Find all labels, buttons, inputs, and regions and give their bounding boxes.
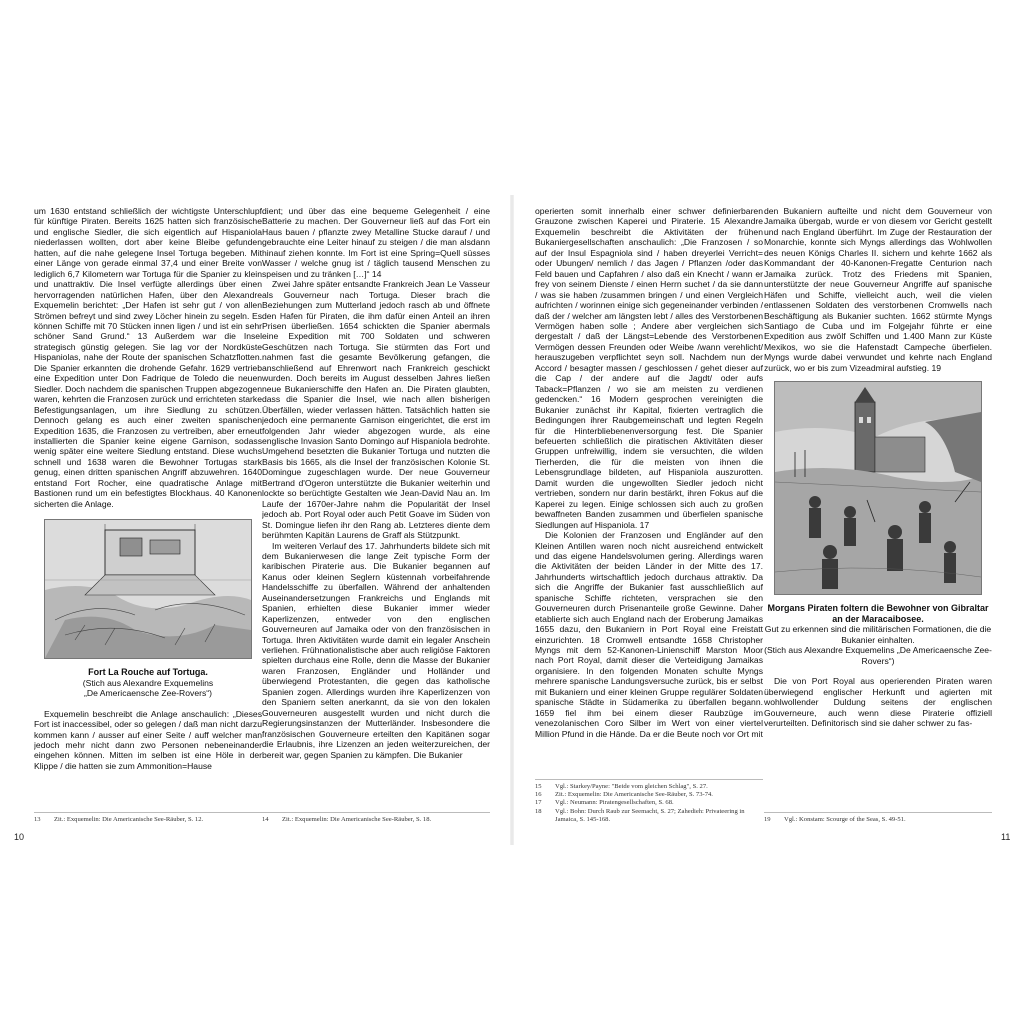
body-text: Im weiteren Verlauf des 17. Jahrhunderts bildete sich mit dem Bukanierwesen die lange Zeit typische Form der karibischen Piraterie aus. Die Bukanier begannen auf Kanus oder kleinen Seglern küstennah vorbeifahrende Handelsschiffe zu überfallen. Während der anhaltenden Auseinandersetzungen Frankreichs und Englands mit Spanien, erhielten diese Bukanier immer wieder Kaperlizenzen, entweder von den englischen Gouverneuren auf Jamaika oder von den französischen in Tortuga. Ihren Aktivitäten wurde damit ein legaler Anschein verliehen. Frühnationalistische aber auch religiöse Faktoren spielten durchaus eine Rolle, denn die Masse der Bukanier waren Franzosen, Engländer und Holländer und überwiegend Protestanten, die gegen das katholische Spanien zogen. Allerdings wurden ihre Kaperlizenzen von den Spaniern selten anerkannt, da sie von den lokalen Gouverneuren ausgestellt wurden und nicht durch die Regierungsinstanzen der Mutterländer. Insbesondere die französischen Gouverneure erteilten den Kapitänen sogar die Erlaubnis, ihre Lizenzen an jeden weiterzureichen, der bereit war, gegen Spanien zu kämpfen. Die Bukanier [262, 540, 490, 760]
footnote-text: Vgl.: Bohn: Durch Raub zur Seemacht, S. 27; Zahedieh: Privateering in Jamaica, S. 145-168. [555, 807, 745, 823]
footnote-number: 15 [535, 783, 542, 790]
footnote [262, 816, 490, 824]
footnotes-col4 [764, 812, 992, 824]
right-page-column-2 [764, 206, 992, 802]
caption-line: Gut zu erkennen sind die militärischen Formationen, die die Bukanier einhalten. [764, 624, 992, 645]
body-text: den Bukaniern aufteilte und nicht dem Gouverneur von Jamaika übergab, wurde er von diesem vor Gericht gestellt und nach England überführt. Im Zuge der Restauration der Monarchie, konnte sich Myngs allerdings das Wohlwollen des neuen Königs Charles II. sichern und kehrte 1662 als Kommandant der 40-Kanonen-Fregatte Centurion nach Jamaika zurück. Trotz des Friedens mit Spanien, unterstützte der neue Gouverneur Angriffe auf spanische Häfen und Schiffe, vielleicht auch, weil die vielen entlassenen Soldaten des verstorbenen Cromwells nach Beschäftigung als Bukanier suchten. 1662 stürmte Myngs Santiago de Cuba und im Folgejahr führte er eine Expedition aus zwölf Schiffen und 1.400 Mann zur Küste Mexikos, wo sie die Hafenstadt Campeche überfielen. Myngs wurde dabei verwundet und kehrte nach England zurück, wo er bis zum Vizeadmiral aufstieg. 19 [764, 206, 992, 373]
right-page-column-1 [535, 206, 763, 796]
footnote-text: Zit.: Exquemelin: Die Americanische See-Räuber, S. 12. [54, 816, 204, 823]
body-text: operierten somit innerhalb einer schwer definierbaren Grauzone zwischen Kaperei und Piraterie. 15 Alexandre Exquemelin beschreibt die Aktivitäten der frühen Bukaniergesellschaften anschaulich: „Die Franzosen / so auf der Insul Espagniola sind / haben dreyerlei Verricht= oder Ubungen/ nemlich / das Jagen / Pflanzen /oder das Feld bauen und Capfahren / also daß ein Knecht / wann er frey von seinem Dienste / einen Herrn suchet / da sie dann / was sie haben /zusammen bringen / und einen Vergleich aufrichten / worinnen einige sich gegeneinander verbinden / daß der / welcher am längsten lebt / alles des Verstorbenen Vermögen haben solle ; Andere aber vergleichen sich dergestalt / daß der Längst=Lebende des Verstorbenen Vermögen dessen Freunden oder Weibe /wann verehlicht/ herauszugeben verpflichtet seyn soll. Nachdem nun der Accord / besagter massen / geschlossen / gehet dieser auf die Cap / der andere auf die Jagdt/ oder aufs Taback=Pflanzen / wo sie am meisten zu verdienen gedencken.“ 16 Modern gesprochen vereinigten die Bukanier zunächst ihr Kapital, fixierten vertraglich die Bedingungen ihrer Raubgemeinschaft und legten Regeln für die Hinterbliebenenversorgung fest. Die Spanier befeuerten schließlich die piratischen Aktivitäten dieser Gruppen unfreiwillig, indem sie versuchten, die wilden Tierherden, die für die meisten von ihnen die Lebensgrundlage bildeten, auf Hispaniola auszurotten. Damit wurden die ungewollten Siedler jedoch nicht vertrieben, sondern nur darin bestärkt, ihren Fokus auf die Kaperei zu legen. Einige schlossen sich auch zu großen bewaffneten Banden zusammen und überfielen spanische Siedlungen auf Hispaniola. 17 [535, 206, 763, 530]
footnote-number: 13 [34, 816, 41, 823]
body-text: um 1630 entstand schließlich der wichtigste Unterschlupf für künftige Piraten. Bereits 1625 hatten sich französische und englische Siedler, die sich eigentlich auf Hispaniola niederlassen wollten, dort aber keine Bleibe gefunden hatten, auf die nahe gelegene Insel Tortuga begeben. Mit einer Länge von gerade einmal 37,4 und einer Breite von lediglich 6,7 Kilometern war Tortuga für die Spanier zu klein und unattraktiv. Die Insel verfügte allerdings über einen hervorragenden natürlichen Hafen, über den Alexandre Exquemelin berichtet: „Der Hafen ist sehr gut / von allen Strömen befreyt und sind zwey Löcher hinein zu segeln. Es können Schiffe mit 70 Stücken innen ligen / und ist ein sehr schöner Sand Grund.“ 13 Außerdem war die Insel strategisch günstig gelegen. Sie lag vor der Nordküste Hispaniolas, nahe der Route der spanischen Schatzflotten. Die Spanier erkannten die drohende Gefahr. 1629 vertrieb eine Expedition unter Don Fadrique de Toledo die neuen Siedler. Doch nachdem die spanischen Truppen abgezogen waren, kehrten die Franzosen zurück und errichteten starke Befestigungsanlagen, um ihre Siedlung zu schützen. Dennoch gelang es auch einer zweiten spanischen Expedition 1635, die Franzosen zu vertreiben, aber erneut installierten die Spanier keine eigene Garnison, sodass wenig später eine weitere Siedlung entstand. Diese wuchs schnell und 1638 waren die Bewohner Tortugas stark genug, einen dritten spanischen Angriff abzuwehren. 1640 entstand Fort Rocher, eine quadratische Anlage mit Bastionen rund um ein befestigtes Blockhaus. 40 Kanonen sicherten die Anlage. [34, 206, 262, 509]
body-text: Exquemelin beschreibt die Anlage anschaulich: „Dieses Fort ist inaccessibel, oder so gelegen / daß man nicht darzu kommen kann / ausser auf einer Seite / auff welcher man jedoch mehr nicht dann zwo Personen nebeneinander eingehen können. Mitten im selben ist eine Höle in der Klippe / die hatten sie zum Ammonition=Hause [34, 708, 262, 771]
figure-caption [34, 667, 262, 699]
page-number-left: 10 [14, 832, 25, 842]
footnote [34, 816, 262, 824]
caption-line: (Stich aus Alexandre Exquemelins „De Americaensche Zee-Rovers“) [764, 645, 992, 666]
footnote-text: Vgl.: Konstam: Scourge of the Seas, S. 49-51. [784, 816, 906, 823]
footnote [535, 808, 763, 824]
caption-line: (Stich aus Alexandre Exquemelins [82, 677, 214, 688]
footnote [764, 816, 992, 824]
footnote-number: 16 [535, 791, 542, 799]
footnotes-col1 [34, 812, 262, 824]
pirates-engraving-image [774, 381, 982, 595]
caption-title: Fort La Rouche auf Tortuga. [88, 667, 208, 678]
footnote [535, 799, 763, 807]
footnotes-col2 [262, 812, 490, 824]
footnote-number: 14 [262, 816, 269, 823]
footnote-number: 19 [764, 816, 771, 823]
left-page-column-1 [34, 206, 262, 802]
footnote-text: Vgl.: Starkey/Payne: "Beide vom gleichen Schlag", S. 27. [555, 783, 708, 790]
footnote-text: Zit.: Exquemelin: Die Americanische See-Räuber, S. 73-74. [555, 791, 713, 799]
page-number-right: 11 [1001, 832, 1011, 842]
footnote-text: Vgl.: Neumann: Piratengesellschaften, S. 68. [555, 799, 674, 807]
footnote [535, 783, 763, 791]
book-gutter [510, 195, 514, 845]
footnote-number: 18 [535, 807, 542, 815]
fort-engraving-image [44, 519, 252, 659]
body-text: Die von Port Royal aus operierenden Piraten waren überwiegend englischer Herkunft und agierten mit wohlwollender Duldung seitens der englischen Gouverneure, auch wenn diese Piraterie offiziell verurteilten. Definitorisch sind sie daher schwer zu fas- [764, 676, 992, 729]
footnote [535, 791, 763, 799]
caption-line: „De Americaensche Zee-Rovers“) [84, 688, 212, 699]
footnote-text: Zit.: Exquemelin: Die Americanische See-Räuber, S. 18. [282, 816, 432, 823]
body-text: Die Kolonien der Franzosen und Engländer auf den Kleinen Antillen waren noch nicht ausreichend entwickelt und das eigene Handelsvolumen gering. Allerdings waren die Aktivitäten der beiden Länder in der Mitte des 17. Jahrhunderts wirtschaftlich jedoch durchaus attraktiv. Da sich die Angriffe der Bukanier fast ausschließlich auf spanische Schiffe richteten, versprachen sie den Gouverneuren durch Prisenanteile große Gewinne. Daher etablierte sich auch England nach der Eroberung Jamaikas 1655 dazu, den Bukaniern in Port Royal eine Freistatt einzurichten. 18 Cromwell entsandte 1658 Christopher Myngs mit dem 52-Kanonen-Linienschiff Marston Moor nach Port Royal, damit dieser die Verteidigung Jamaikas organisiere. In den folgenden Monaten schulte Myngs mehrere spanische Landungsversuche zurück, bis er selbst mit Bukaniern und einer kleinen Gruppe regulärer Soldaten spanische Städte in Südamerika zu überfallen begann. 1659 fiel ihm bei einem dieser Raubzüge im venezolanischen Coro Silber im Wert von einer viertel Million Pfund in die Hände. Da er die Beute noch vor Ort mit [535, 530, 763, 739]
body-text: dient; und über das eine bequeme Gelegenheit / eine Batterie zu machen. Der Gouverneur ließ auf das Fort ein Haus bauen / pflanzte zwey Metalline Stucke darauf / und gebrauchte eine Leiter hinauf zu steigen / die man alsdann hinauf ziehen konnte. Im Fort ist eine Spring=Quell süsses Wasser / welche gnug ist / täglich tausend Menschen zu speisen und zu tränken […]“ 14 [262, 206, 490, 279]
caption-title: Morgans Piraten foltern die Bewohner von Gibraltar an der Maracaibosee. [767, 603, 989, 624]
figure-caption [764, 603, 992, 666]
left-page-column-2 [262, 206, 490, 802]
footnote-number: 17 [535, 799, 542, 807]
footnotes-col3 [535, 779, 763, 824]
body-text: Zwei Jahre später entsandte Frankreich Jean Le Vasseur als Gouverneur nach Tortuga. Dieser brach die Beziehungen zum Mutterland jedoch rasch ab und öffnete den Hafen für Piraten, die ihm dafür einen Anteil an ihren Prisen überließen. 1654 schickten die Spanier abermals eine Expedition mit 700 Soldaten und schweren Geschützen nach Tortuga. Sie stürmten das Fort und nahmen fast die gesamte Bevölkerung gefangen, die anschließend auf Ehrenwort nach Frankreich geschickt wurden. Doch bereits im August desselben Jahres ließen neue Bukanierschiffe den Hafen an. Die Piraten glaubten, dass die Spanier die Insel, wie nach allen bisherigen Überfällen, wieder verlassen hätten. Tatsächlich hatten sie jedoch eine permanente Garnison eingerichtet, die erst im folgenden Jahr wieder abgezogen wurde, als eine englische Invasion Santo Domingo auf Hispaniola bedrohte. Umgehend besetzten die Bukanier Tortuga und nutzten die Basis bis 1665, als die Insel der französischen Kolonie St. Domingue zugeschlagen wurde. Der neue Gouverneur Bertrand d'Ogeron unterstützte die Bukanier weiterhin und lockte so berüchtigte Gestalten wie Jean-David Nau an. Im Laufe der 1670er-Jahre nahm die Popularität der Insel jedoch ab. Port Royal oder auch Petit Goave im Süden von St. Domingue liefen ihr den Rang ab. Letzteres diente dem berühmten Kapitän Laurens de Graff als Stützpunkt. [262, 279, 490, 541]
